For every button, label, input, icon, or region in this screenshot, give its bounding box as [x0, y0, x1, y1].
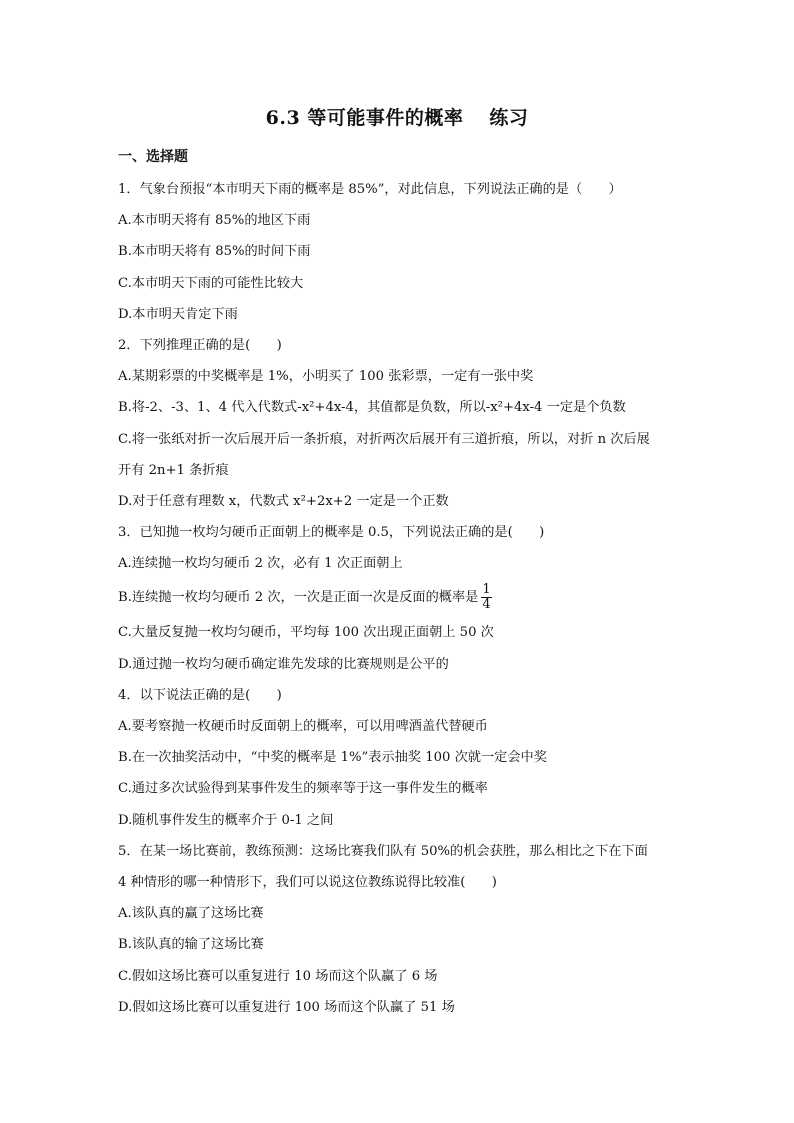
question-3-option-b-text: B.连续抛一枚均匀硬币 2 次，一次是正面一次是反面的概率是 [118, 590, 479, 606]
title-main: 6.3 等可能事件的概率 [265, 107, 464, 129]
question-1-stem: 1．气象台预报“本市明天下雨的概率是 85%”，对此信息，下列说法正确的是（ ） [118, 182, 622, 197]
question-1-option-c: C.本市明天下雨的可能性比较大 [118, 275, 304, 291]
question-2-option-b: B.将-2、-3、1、4 代入代数式-x²+4x-4，其值都是负数，所以-x²+4x-4 一定是个负数 [118, 400, 626, 416]
question-3-option-b [118, 579, 688, 617]
title-suffix: 练习 [489, 107, 529, 129]
question-4-option-a: A.要考察抛一枚硬币时反面朝上的概率，可以用啤酒盖代替硬币 [118, 719, 488, 734]
question-1-option-d: D.本市明天肯定下雨 [118, 306, 238, 322]
question-3-option-c: C.大量反复抛一枚均匀硬币，平均每 100 次出现正面朝上 50 次 [118, 625, 494, 641]
question-3-option-d: D.通过抛一枚均匀硬币确定谁先发球的比赛规则是公平的 [118, 656, 449, 672]
question-4-option-d: D.随机事件发生的概率介于 0-1 之间 [118, 812, 334, 828]
question-5-option-c: C.假如这场比赛可以重复进行 10 场而这个队赢了 6 场 [118, 968, 438, 984]
question-5-stem: 5．在某一场比赛前，教练预测：这场比赛我们队有 50%的机会获胜，那么相比之下在下面 [118, 843, 648, 859]
question-5-option-b: B.该队真的输了这场比赛 [118, 937, 264, 953]
question-2-stem: 2．下列推理正确的是( ) [118, 337, 282, 353]
question-3-stem: 3．已知抛一枚均匀硬币正面朝上的概率是 0.5，下列说法正确的是( ) [118, 525, 545, 541]
question-4-option-c: C.通过多次试验得到某事件发生的频率等于这一事件发生的概率 [118, 781, 488, 797]
question-5-stem-cont: 4 种情形的哪一种情形下，我们可以说这位教练说得比较准( ) [118, 874, 497, 890]
question-2-option-c: C.将一张纸对折一次后展开后一条折痕，对折两次后展开有三道折痕，所以，对折 n 次后展 [118, 431, 650, 447]
question-4-stem: 4．以下说法正确的是( ) [118, 687, 282, 703]
fraction [481, 583, 491, 612]
question-5-option-d: D.假如这场比赛可以重复进行 100 场而这个队赢了 51 场 [118, 999, 455, 1015]
question-1-option-a: A.本市明天将有 85%的地区下雨 [118, 213, 311, 229]
page-title [0, 103, 794, 130]
question-1-option-b: B.本市明天将有 85%的时间下雨 [118, 244, 311, 260]
question-2-option-a: A.某期彩票的中奖概率是 1%，小明买了 100 张彩票，一定有一张中奖 [118, 369, 534, 385]
question-2-option-d: D.对于任意有理数 x，代数式 x²+2x+2 一定是一个正数 [118, 493, 449, 509]
question-3-option-a: A.连续抛一枚均匀硬币 2 次，必有 1 次正面朝上 [118, 556, 403, 572]
question-list [118, 174, 688, 1023]
question-4-option-b: B.在一次抽奖活动中，“中奖的概率是 1%”表示抽奖 100 次就一定会中奖 [118, 750, 547, 766]
fraction-numerator: 1 [482, 582, 491, 598]
question-2-option-c-cont: 开有 2n+1 条折痕 [118, 462, 229, 478]
section-heading: 一、选择题 [118, 149, 188, 165]
fraction-denominator: 4 [482, 597, 491, 613]
question-5-option-a: A.该队真的赢了这场比赛 [118, 906, 264, 922]
